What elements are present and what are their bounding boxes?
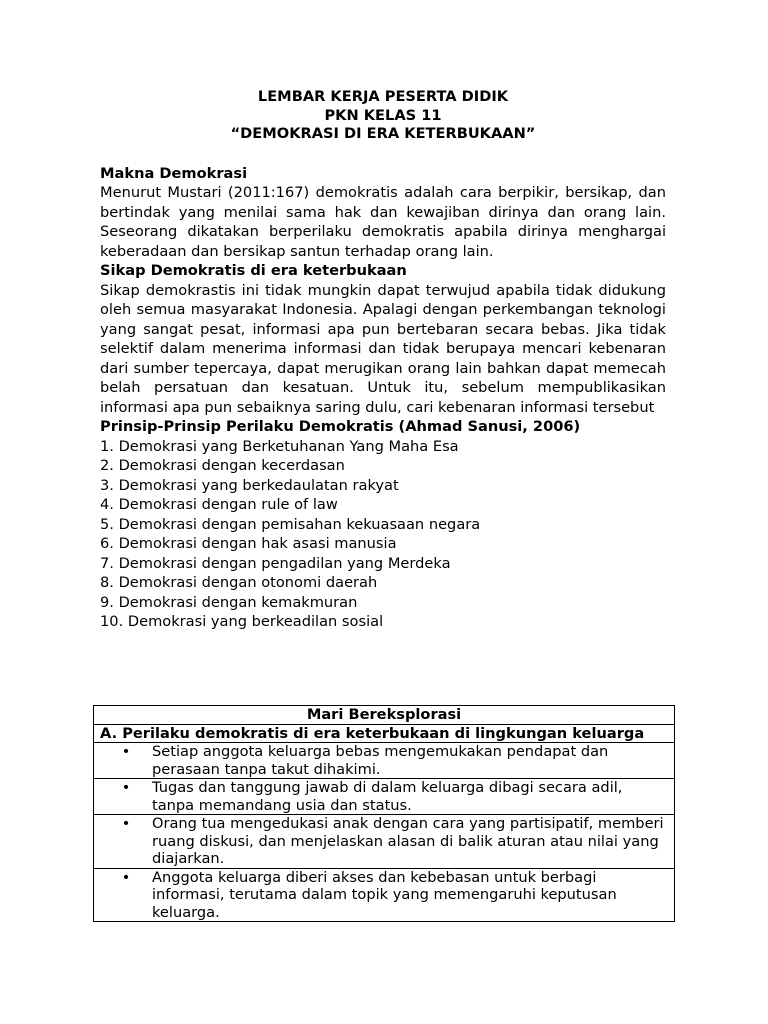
list-item: 2. Demokrasi dengan kecerdasan	[100, 457, 345, 474]
bullet-text: Anggota keluarga diberi akses dan kebebasan untuk berbagi informasi, terutama dalam topik yang memengaruhi keputusan keluarga.	[152, 868, 617, 921]
table-row	[94, 724, 675, 743]
list-item: 8. Demokrasi dengan otonomi daerah	[100, 574, 378, 591]
makna-heading: Makna Demokrasi	[100, 164, 248, 182]
bullet-item	[100, 779, 668, 814]
list-item: 7. Demokrasi dengan pengadilan yang Merdeka	[100, 554, 451, 572]
list-item: 6. Demokrasi dengan hak asasi manusia	[100, 535, 397, 552]
bullet-text: Orang tua mengedukasi anak dengan cara yang partisipatif, memberi ruang diskusi, dan menjelaskan alasan di balik aturan atau nilai yang diajarkan.	[152, 815, 664, 867]
table-row	[94, 868, 675, 922]
sikap-paragraph: Sikap demokrastis ini tidak mungkin dapat terwujud apabila tidak didukung oleh semua masyarakat Indonesia. Apalagi dengan perkembangan teknologi yang sangat pesat, informasi apa pun bertebaran secara bebas. Jika tidak selektif dalam menerima informasi dan tidak berupaya mencari kebenaran dari sumber tepercaya, dapat merugikan orang lain bahkan dapat memecah belah persatuan dan kesatuan. Untuk itu, sebelum mempublikasikan informasi apa pun sebaiknya saring dulu, cari kebenaran informasi tersebut	[100, 281, 666, 416]
title-line-2: PKN KELAS 11	[324, 106, 442, 124]
bullet-text: Tugas dan tanggung jawab di dalam keluarga dibagi secara adil, tanpa memandang usia dan status.	[152, 779, 623, 814]
table-cell	[94, 779, 675, 815]
bullet-icon: •	[121, 779, 131, 796]
table-section-heading: A. Perilaku demokratis di era keterbukaan di lingkungan keluarga	[94, 724, 675, 743]
spacer	[100, 144, 666, 164]
table-row	[94, 779, 675, 815]
sikap-heading: Sikap Demokratis di era keterbukaan	[100, 262, 407, 279]
prinsip-list	[100, 437, 666, 632]
bullet-text: Setiap anggota keluarga bebas mengemukakan pendapat dan perasaan tanpa takut dihakimi.	[152, 743, 609, 778]
worksheet-content	[100, 88, 666, 632]
table-title: Mari Bereksplorasi	[94, 706, 675, 725]
list-item: 9. Demokrasi dengan kemakmuran	[100, 593, 358, 611]
list-item: 1. Demokrasi yang Berketuhanan Yang Maha Esa	[100, 437, 459, 455]
bullet-item	[100, 743, 668, 778]
title-line-3: “DEMOKRASI DI ERA KETERBUKAAN”	[230, 125, 536, 142]
exploration-table	[93, 705, 675, 922]
document-title	[100, 88, 666, 144]
list-item: 10. Demokrasi yang berkeadilan sosial	[100, 613, 384, 630]
prinsip-heading: Prinsip-Prinsip Perilaku Demokratis (Ahmad Sanusi, 2006)	[100, 418, 581, 435]
bullet-icon: •	[121, 815, 131, 832]
table-cell	[94, 815, 675, 869]
table-row	[94, 706, 675, 725]
list-item: 3. Demokrasi yang berkedaulatan rakyat	[100, 476, 399, 494]
bullet-item	[100, 869, 668, 922]
table-cell	[94, 868, 675, 922]
bullet-icon: •	[121, 743, 131, 760]
list-item: 5. Demokrasi dengan pemisahan kekuasaan negara	[100, 515, 481, 533]
table-row	[94, 743, 675, 779]
table-row	[94, 815, 675, 869]
bullet-icon: •	[121, 868, 131, 886]
table-cell	[94, 743, 675, 779]
bullet-item	[100, 815, 668, 868]
list-item: 4. Demokrasi dengan rule of law	[100, 496, 338, 513]
title-line-1: LEMBAR KERJA PESERTA DIDIK	[257, 88, 509, 105]
makna-paragraph: Menurut Mustari (2011:167) demokratis adalah cara berpikir, bersikap, dan bertindak yang menilai sama hak dan kewajiban dirinya dan orang lain. Seseorang dikatakan berperilaku demokratis apabila dirinya menghargai keberadaan dan bersikap santun terhadap orang lain.	[100, 184, 666, 260]
